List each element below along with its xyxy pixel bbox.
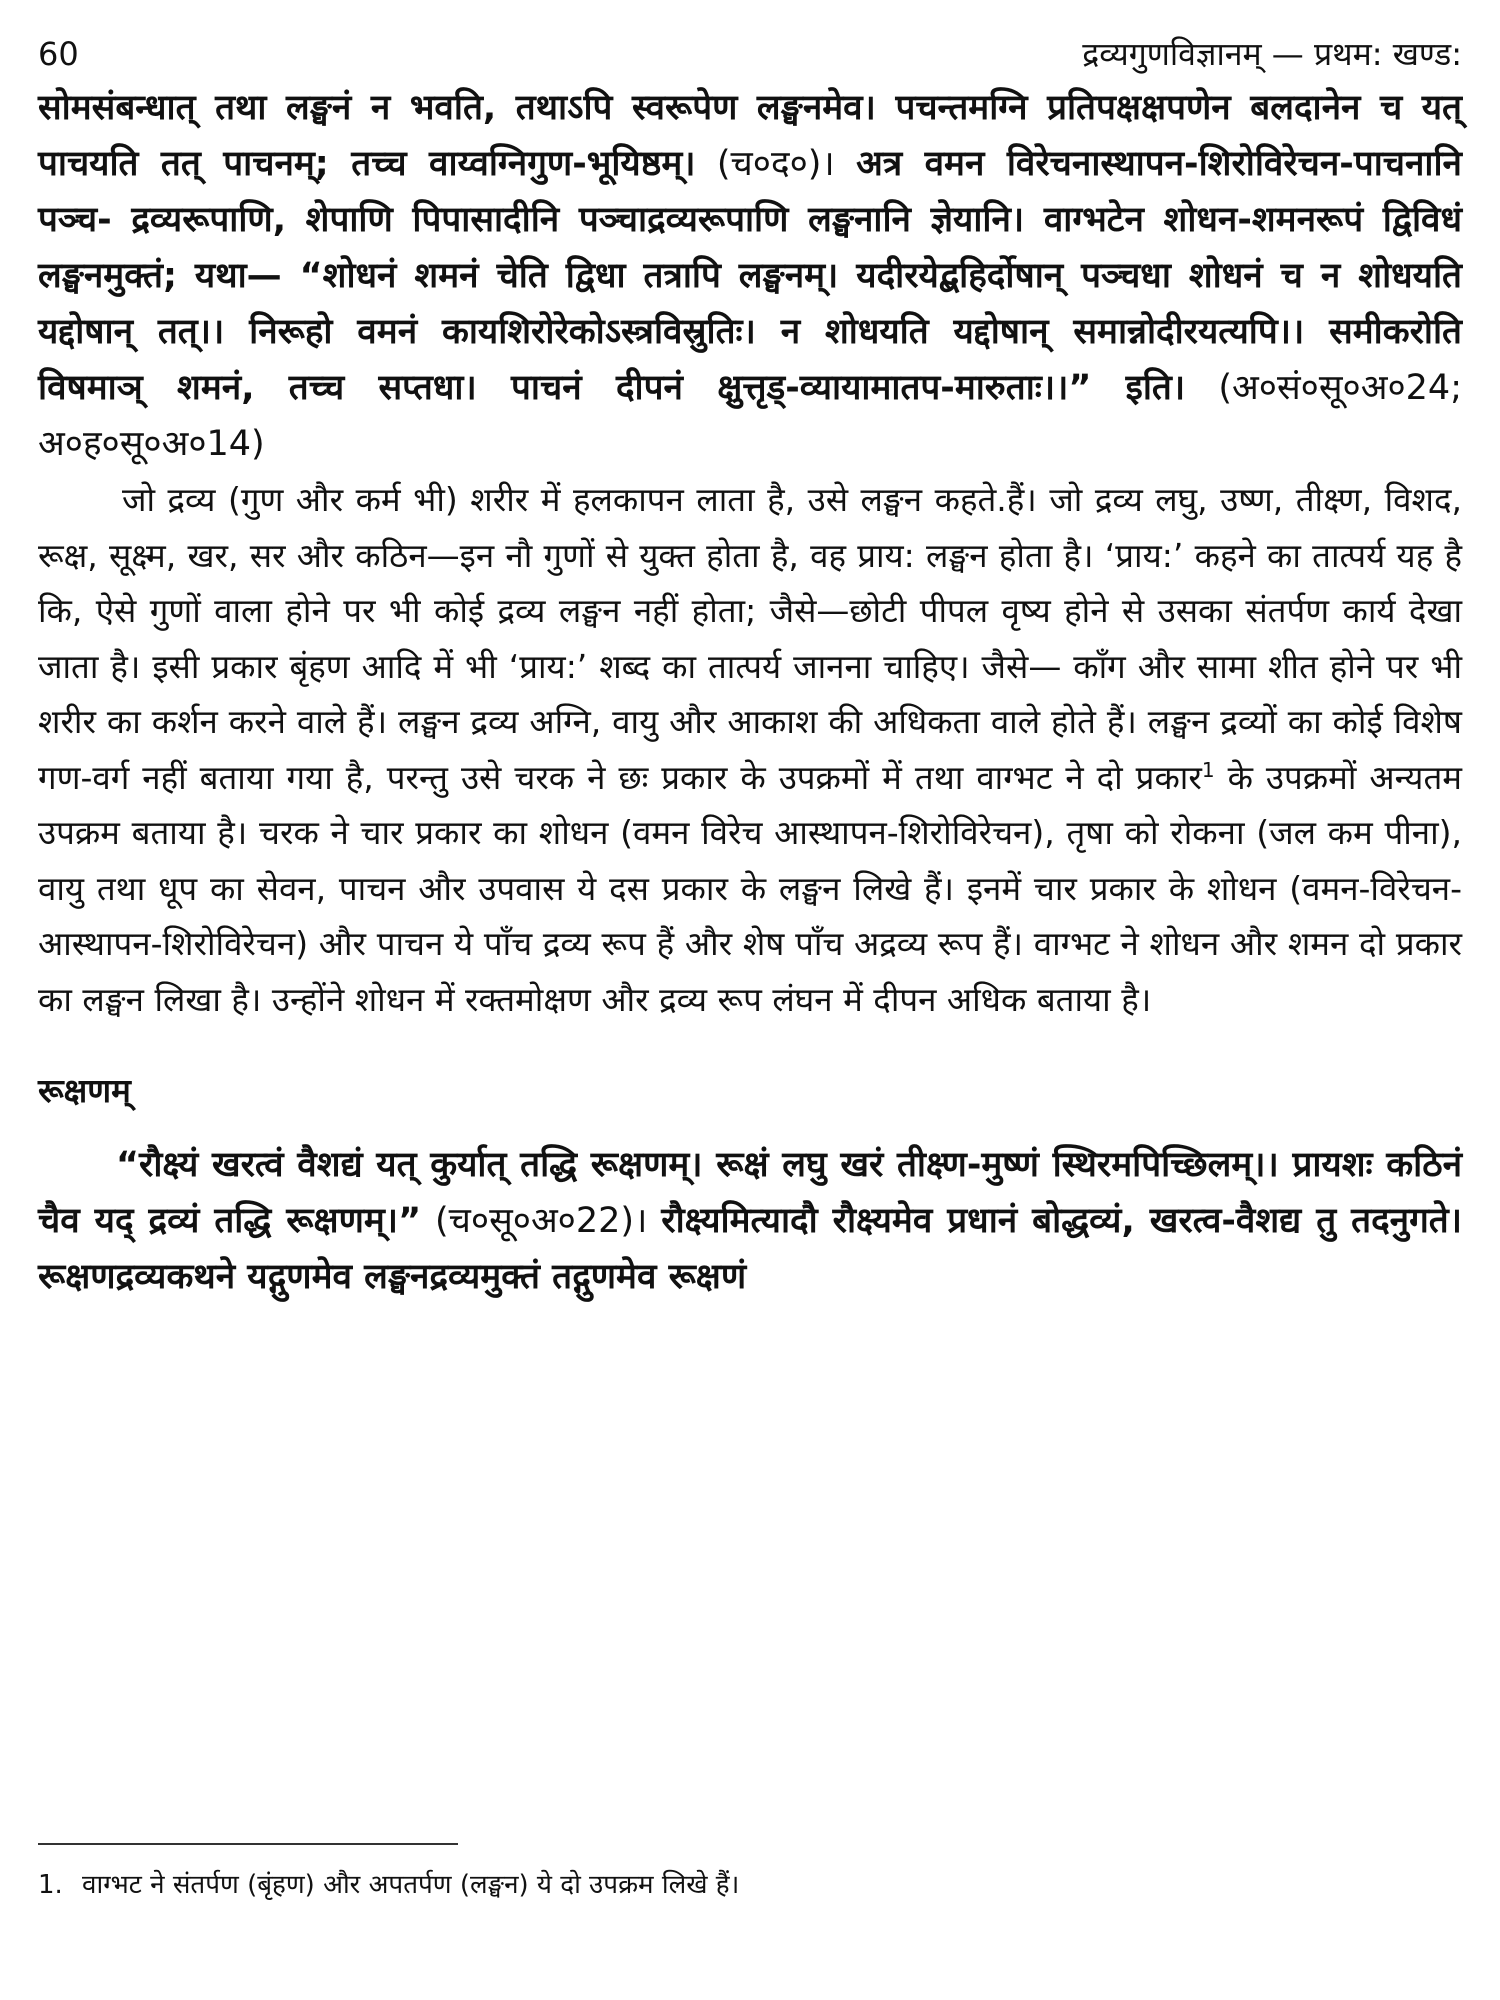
citation-charaka-sutra: (च०सू०अ०22)। [421,1201,662,1241]
hindi-commentary [38,472,1462,1027]
book-page [38,28,1462,1972]
rukshana-commentary: रौक्ष्यमित्यादौ रौक्ष्यमेव प्रधानं बोद्धव्यं, खरत्व-वैशद्य तु तदनुगते। रूक्षणद्रव्यकथने यद्गुणमेव लङ्घनद्रव्यमुक्तं तद्गुणमेव रूक्षणं [38,1201,1463,1297]
footnote-divider [38,1843,458,1845]
footnote-number: 1. [38,1870,63,1900]
running-head: द्रव्यगुणविज्ञानम् — प्रथम: खण्ड: [1082,35,1462,73]
hindi-text-2: के उपक्रमों अन्यतम उपक्रम बताया है। चरक ने चार प्रकार का शोधन (वमन विरेच आस्थापन-शिरोविरेचन), तृषा को रोकना (जल कम पीना), वायु तथा धूप का सेवन, पाचन और उपवास ये दस प्रकार के लङ्घन लिखे हैं। इनमें चार प्रकार के शोधन (वमन-विरेचन-आस्थापन-शिरोविरेचन) और पाचन ये पाँच द्रव्य रूप हैं और शेष पाँच अद्रव्य रूप हैं। वाग्भट ने शोधन और शमन दो प्रकार का लङ्घन लिखा है। उन्होंने शोधन में रक्तमोक्षण और द्रव्य रूप लंघन में दीपन अधिक बताया है। [38,757,1462,1019]
sanskrit-text-2: अत्र वमन विरेचनास्थापन-शिरोविरेचन-पाचनानि पञ्च- द्रव्यरूपाणि, शेपाणि पिपासादीनि पञ्चाद्रव्यरूपाणि लङ्घनानि ज्ञेयानि। वाग्भटेन शोधन-शमनरूपं द्विविधं लङ्घनमुक्तं; यथा— “शोधनं शमनं चेति द्विधा तत्रापि लङ्घनम्। यदीरयेद्बहिर्दोषान् पञ्चधा शोधनं च न शोधयति यद्दोषान् तत्।। निरूहो वमनं कायशिरोरेकोऽस्त्रविस्रुतिः। न शोधयति यद्दोषान् समान्नोदीरयत्यपि।। समीकरोति विषमाञ् शमनं, तच्च सप्तधा। पाचनं दीपनं क्षुत्तृड्-व्यायामातप-मारुताः।।” इति। [38,144,1462,408]
rukshana-verse: “रौक्ष्यं खरत्वं वैशद्यं यत् कुर्यात् तद्धि रूक्षणम्। रूक्षं लघु खरं तीक्ष्ण-मुष्णं स्थिरमपिच्छिलम्।। प्रायशः कठिनं चैव यद् द्रव्यं तद्धि रूक्षणम्।” [38,1145,1462,1241]
footnote [38,1865,1462,1905]
citation-ashtanga: (अ०सं०सू०अ०24; अ०ह०सू०अ०14) [38,368,1462,464]
hindi-text-1: जो द्रव्य (गुण और कर्म भी) शरीर में हलकापन लाता है, उसे लङ्घन कहते.हैं। जो द्रव्य लघु, उष्ण, तीक्ष्ण, विशद, रूक्ष, सूक्ष्म, खर, सर और कठिन—इन नौ गुणों से युक्त होता है, वह प्राय: लङ्घन होता है। ‘प्राय:’ कहने का तात्पर्य यह है कि, ऐसे गुणों वाला होने पर भी कोई द्रव्य लङ्घन नहीं होता; जैसे—छोटी पीपल वृष्य होने से उसका संतर्पण कार्य देखा जाता है। इसी प्रकार बृंहण आदि में भी ‘प्राय:’ शब्द का तात्पर्य जानना चाहिए। जैसे— काँग और सामा शीत होने पर भी शरीर का कर्शन करने वाले हैं। लङ्घन द्रव्य अग्नि, वायु और आकाश की अधिकता वाले होते हैं। लङ्घन द्रव्यों का कोई विशेष गण-वर्ग नहीं बताया गया है, परन्तु उसे चरक ने छः प्रकार के उपक्रमों में तथा वाग्भट ने दो प्रकार [38,480,1462,797]
sanskrit-passage-1 [38,80,1462,472]
sanskrit-text-1: सोमसंबन्धात् तथा लङ्घनं न भवति, तथाऽपि स्वरूपेण लङ्घनमेव। पचन्तमग्नि प्रतिपक्षक्षपणेन बलदानेन च यत् पाचयति तत् पाचनम्; तच्च वाय्वग्निगुण-भूयिष्ठम्। [38,88,1462,184]
page-header [38,28,1462,80]
page-number: 60 [38,35,79,73]
citation-charaka-dravya: (च०द०)। [695,144,857,184]
section-heading: रूक्षणम् [38,1071,131,1110]
sanskrit-passage-2 [38,1137,1462,1305]
footnote-marker: 1 [1201,757,1215,782]
footnote-text: वाग्भट ने संतर्पण (बृंहण) और अपतर्पण (लङ्घन) ये दो उपक्रम लिखे हैं। [82,1870,740,1900]
